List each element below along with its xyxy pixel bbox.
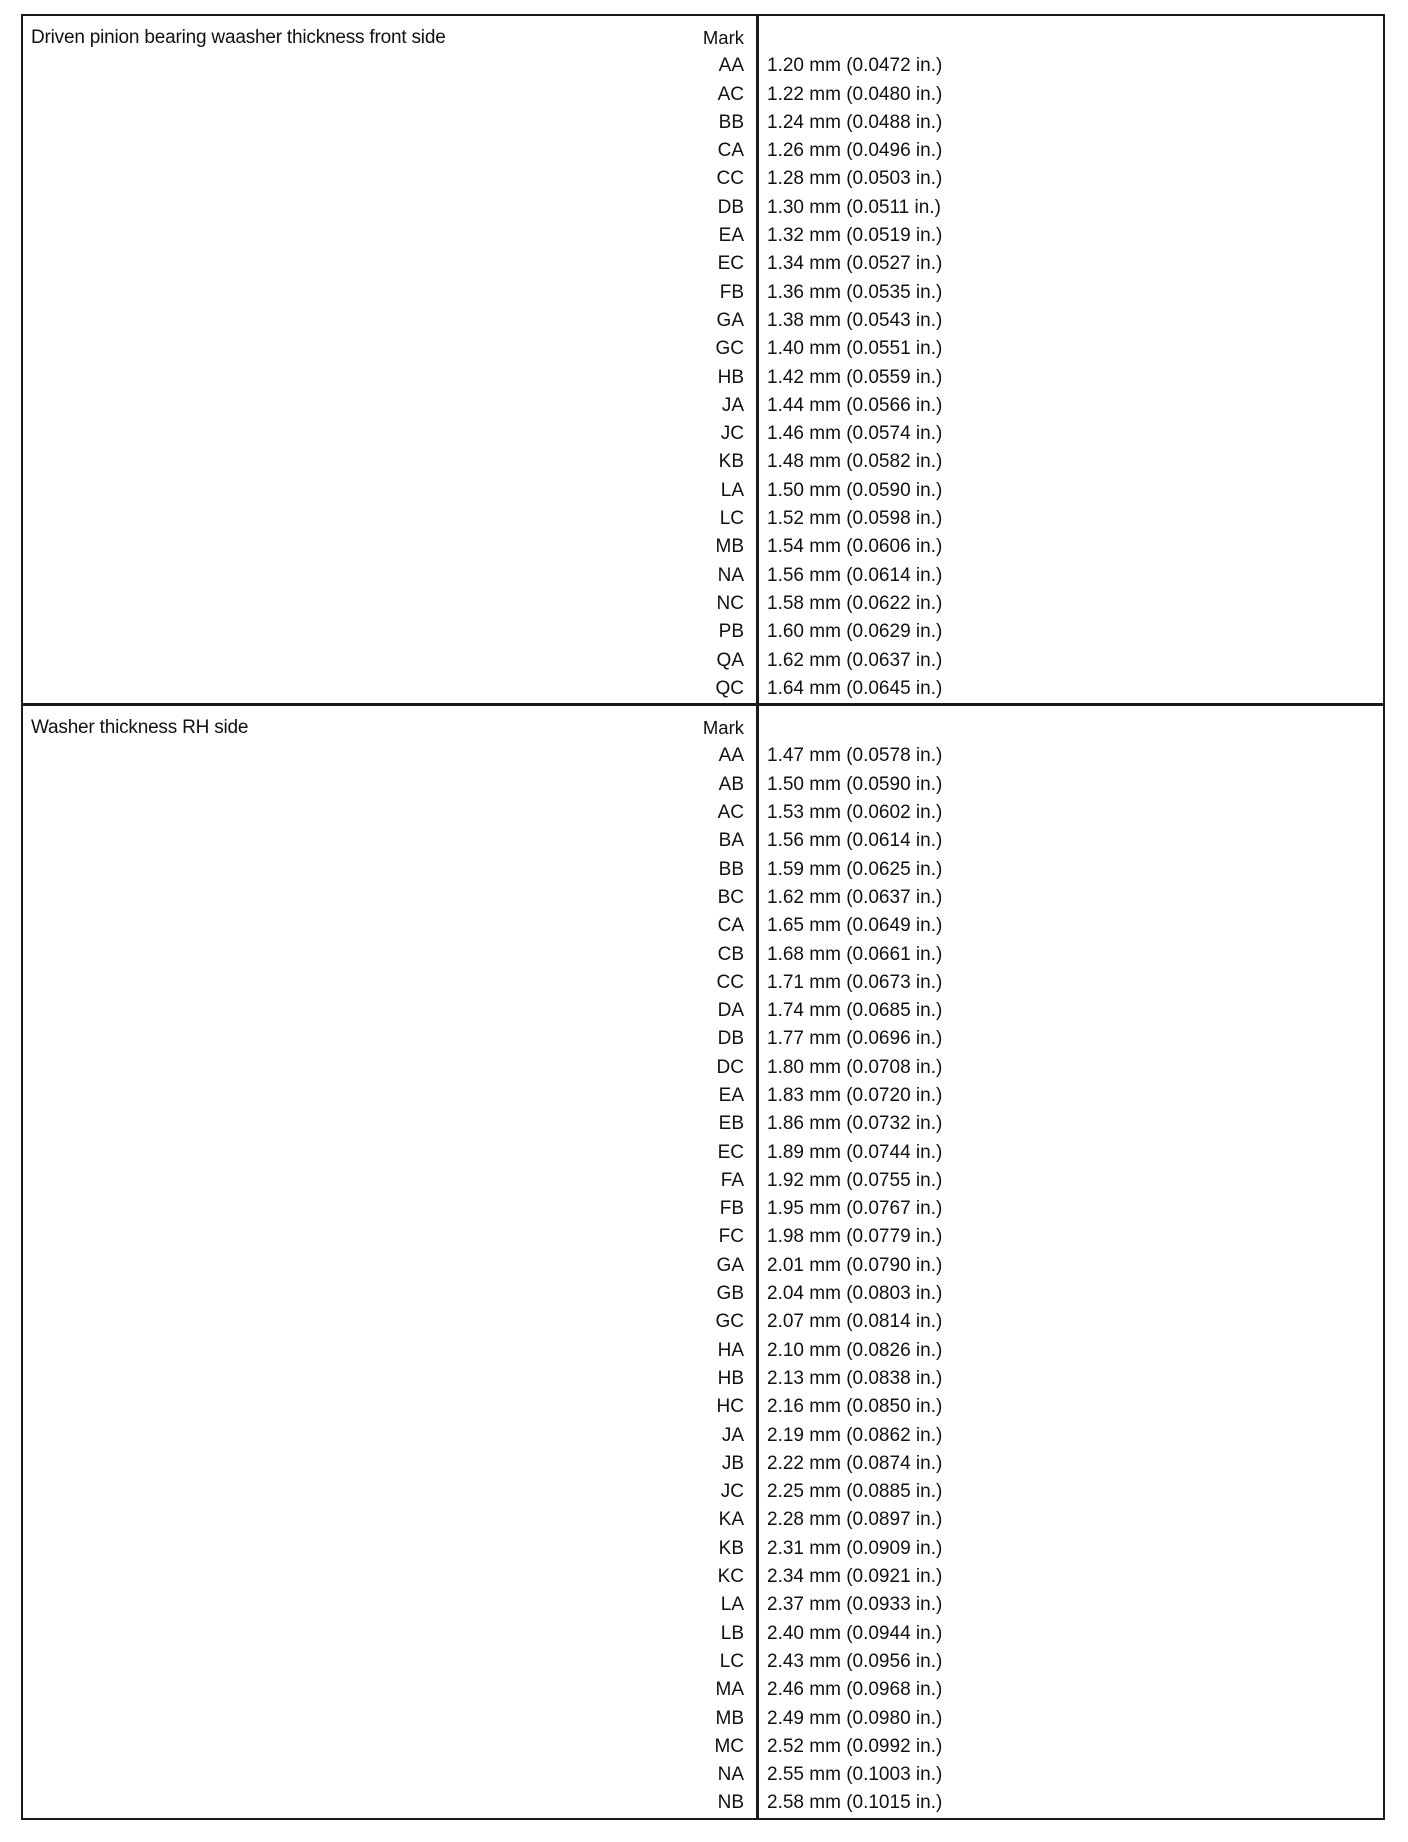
thickness-value-cell: 2.31 mm (0.0909 in.) xyxy=(767,1537,943,1559)
mark-cell: CC xyxy=(716,971,744,993)
mark-cell: DA xyxy=(717,1000,744,1022)
mark-cell: HB xyxy=(717,366,744,388)
mark-cell: PB xyxy=(718,621,744,643)
thickness-value-cell: 1.38 mm (0.0543 in.) xyxy=(767,309,943,331)
mark-cell: GB xyxy=(716,1283,744,1305)
thickness-value-cell: 1.60 mm (0.0629 in.) xyxy=(767,621,943,643)
mark-cell: JC xyxy=(720,1481,744,1503)
spec-section-rh xyxy=(23,703,1383,1818)
thickness-value-cell: 2.37 mm (0.0933 in.) xyxy=(767,1594,943,1616)
mark-cell: AC xyxy=(717,802,744,824)
mark-cell: CA xyxy=(717,915,744,937)
thickness-value-cell: 1.48 mm (0.0582 in.) xyxy=(767,451,943,473)
thickness-value-cell: 1.80 mm (0.0708 in.) xyxy=(767,1056,943,1078)
thickness-value-cell: 1.59 mm (0.0625 in.) xyxy=(767,858,943,880)
mark-cell: MC xyxy=(714,1735,744,1757)
thickness-value-cell: 1.22 mm (0.0480 in.) xyxy=(767,83,943,105)
thickness-value-cell: 2.22 mm (0.0874 in.) xyxy=(767,1452,943,1474)
thickness-value-cell: 1.30 mm (0.0511 in.) xyxy=(767,196,941,218)
thickness-value-cell: 1.54 mm (0.0606 in.) xyxy=(767,536,943,558)
mark-cell: EC xyxy=(717,253,744,275)
thickness-value-cell: 1.71 mm (0.0673 in.) xyxy=(767,971,943,993)
thickness-value-cell: 1.28 mm (0.0503 in.) xyxy=(767,168,943,190)
thickness-value-cell: 1.64 mm (0.0645 in.) xyxy=(767,677,943,699)
section-title: Washer thickness RH side xyxy=(31,717,249,739)
mark-cell: EB xyxy=(718,1113,744,1135)
thickness-value-cell: 1.62 mm (0.0637 in.) xyxy=(767,649,943,671)
mark-cell: CB xyxy=(717,943,744,965)
thickness-value-cell: 2.10 mm (0.0826 in.) xyxy=(767,1339,943,1361)
thickness-value-cell: 2.52 mm (0.0992 in.) xyxy=(767,1735,943,1757)
thickness-value-cell: 1.36 mm (0.0535 in.) xyxy=(767,281,943,303)
mark-cell: NA xyxy=(717,1764,744,1786)
mark-cell: AC xyxy=(717,83,744,105)
mark-cell: DB xyxy=(717,1028,744,1050)
mark-list xyxy=(23,24,756,703)
thickness-value-cell: 2.49 mm (0.0980 in.) xyxy=(767,1707,943,1729)
value-header-blank xyxy=(767,24,1383,52)
mark-cell: GA xyxy=(716,1254,744,1276)
mark-cell: LA xyxy=(720,1594,744,1616)
mark-header: Mark xyxy=(702,717,744,739)
thickness-value-cell: 1.46 mm (0.0574 in.) xyxy=(767,423,943,445)
mark-cell: BC xyxy=(717,886,744,908)
mark-cell: GC xyxy=(715,338,744,360)
mark-cell: LC xyxy=(719,508,744,530)
mark-cell: CA xyxy=(717,140,744,162)
mark-cell: GA xyxy=(716,309,744,331)
thickness-value-cell: 1.32 mm (0.0519 in.) xyxy=(767,225,943,247)
mark-cell: BB xyxy=(718,111,744,133)
mark-cell: JA xyxy=(721,394,744,416)
thickness-value-cell: 1.58 mm (0.0622 in.) xyxy=(767,592,943,614)
thickness-value-cell: 1.42 mm (0.0559 in.) xyxy=(767,366,943,388)
mark-cell: FB xyxy=(719,281,744,303)
thickness-value-cell: 2.19 mm (0.0862 in.) xyxy=(767,1424,943,1446)
value-column xyxy=(759,706,1383,1818)
thickness-value-cell: 1.34 mm (0.0527 in.) xyxy=(767,253,943,275)
thickness-value-cell: 1.74 mm (0.0685 in.) xyxy=(767,1000,943,1022)
mark-cell: DC xyxy=(716,1056,744,1078)
spec-table xyxy=(21,14,1385,1820)
thickness-value-cell: 1.92 mm (0.0755 in.) xyxy=(767,1169,943,1191)
thickness-value-cell: 1.50 mm (0.0590 in.) xyxy=(767,479,943,501)
mark-cell: AA xyxy=(718,55,744,77)
thickness-value-cell: 2.43 mm (0.0956 in.) xyxy=(767,1650,943,1672)
thickness-value-cell: 2.34 mm (0.0921 in.) xyxy=(767,1566,943,1588)
value-list xyxy=(759,714,1383,1818)
thickness-value-cell: 1.98 mm (0.0779 in.) xyxy=(767,1226,943,1248)
thickness-value-cell: 1.26 mm (0.0496 in.) xyxy=(767,140,943,162)
mark-cell: EA xyxy=(718,225,744,247)
thickness-value-cell: 2.16 mm (0.0850 in.) xyxy=(767,1396,943,1418)
mark-cell: MA xyxy=(715,1679,744,1701)
mark-cell: BA xyxy=(718,830,744,852)
mark-cell: HC xyxy=(716,1396,744,1418)
thickness-value-cell: 1.83 mm (0.0720 in.) xyxy=(767,1084,943,1106)
thickness-value-cell: 2.07 mm (0.0814 in.) xyxy=(767,1311,943,1333)
mark-cell: JC xyxy=(720,423,744,445)
thickness-value-cell: 1.24 mm (0.0488 in.) xyxy=(767,111,943,133)
mark-cell: LC xyxy=(719,1650,744,1672)
thickness-value-cell: 2.55 mm (0.1003 in.) xyxy=(767,1764,943,1786)
thickness-value-cell: 1.68 mm (0.0661 in.) xyxy=(767,943,943,965)
mark-cell: LA xyxy=(720,479,744,501)
thickness-value-cell: 1.77 mm (0.0696 in.) xyxy=(767,1028,943,1050)
thickness-value-cell: 2.13 mm (0.0838 in.) xyxy=(767,1367,943,1389)
spec-section-front xyxy=(23,16,1383,703)
thickness-value-cell: 2.25 mm (0.0885 in.) xyxy=(767,1481,943,1503)
mark-cell: DB xyxy=(717,196,744,218)
mark-cell: CC xyxy=(716,168,744,190)
mark-list xyxy=(23,714,756,1818)
thickness-value-cell: 2.46 mm (0.0968 in.) xyxy=(767,1679,943,1701)
mark-cell: KB xyxy=(718,1537,744,1559)
mark-cell: QC xyxy=(715,677,744,699)
mark-cell: NA xyxy=(717,564,744,586)
section-title: Driven pinion bearing waasher thickness front side xyxy=(31,27,446,48)
mark-cell: NC xyxy=(716,592,744,614)
thickness-value-cell: 1.89 mm (0.0744 in.) xyxy=(767,1141,943,1163)
thickness-value-cell: 1.56 mm (0.0614 in.) xyxy=(767,830,943,852)
mark-cell: FC xyxy=(718,1226,744,1248)
mark-header: Mark xyxy=(702,27,744,48)
thickness-value-cell: 2.58 mm (0.1015 in.) xyxy=(767,1792,943,1814)
thickness-value-cell: 2.28 mm (0.0897 in.) xyxy=(767,1509,943,1531)
mark-cell: QA xyxy=(716,649,744,671)
thickness-value-cell: 1.50 mm (0.0590 in.) xyxy=(767,773,943,795)
mark-cell: LB xyxy=(720,1622,744,1644)
value-column xyxy=(759,16,1383,703)
mark-cell: FA xyxy=(720,1169,744,1191)
thickness-value-cell: 1.56 mm (0.0614 in.) xyxy=(767,564,943,586)
mark-cell: AA xyxy=(718,745,744,767)
thickness-value-cell: 2.40 mm (0.0944 in.) xyxy=(767,1622,943,1644)
mark-column xyxy=(23,16,756,703)
mark-cell: MB xyxy=(715,1707,744,1729)
mark-cell: JB xyxy=(721,1452,744,1474)
thickness-value-cell: 1.44 mm (0.0566 in.) xyxy=(767,394,943,416)
mark-cell: EA xyxy=(718,1084,744,1106)
value-list xyxy=(759,24,1383,703)
thickness-value-cell: 1.20 mm (0.0472 in.) xyxy=(767,55,943,77)
mark-cell: NB xyxy=(717,1792,744,1814)
mark-cell: MB xyxy=(715,536,744,558)
mark-cell: GC xyxy=(715,1311,744,1333)
thickness-value-cell: 2.01 mm (0.0790 in.) xyxy=(767,1254,943,1276)
value-header-blank xyxy=(767,714,1383,742)
mark-cell: AB xyxy=(718,773,744,795)
thickness-value-cell: 1.52 mm (0.0598 in.) xyxy=(767,508,943,530)
mark-cell: KB xyxy=(718,451,744,473)
thickness-value-cell: 1.62 mm (0.0637 in.) xyxy=(767,886,943,908)
thickness-value-cell: 1.47 mm (0.0578 in.) xyxy=(767,745,943,767)
mark-cell: HB xyxy=(717,1367,744,1389)
mark-column xyxy=(23,706,756,1818)
mark-cell: KA xyxy=(718,1509,744,1531)
thickness-value-cell: 1.86 mm (0.0732 in.) xyxy=(767,1113,943,1135)
mark-cell: EC xyxy=(717,1141,744,1163)
thickness-value-cell: 1.95 mm (0.0767 in.) xyxy=(767,1198,943,1220)
mark-cell: BB xyxy=(718,858,744,880)
thickness-value-cell: 1.53 mm (0.0602 in.) xyxy=(767,802,943,824)
mark-cell: FB xyxy=(719,1198,744,1220)
thickness-value-cell: 2.04 mm (0.0803 in.) xyxy=(767,1283,943,1305)
mark-cell: JA xyxy=(721,1424,744,1446)
thickness-value-cell: 1.40 mm (0.0551 in.) xyxy=(767,338,943,360)
thickness-value-cell: 1.65 mm (0.0649 in.) xyxy=(767,915,943,937)
mark-cell: KC xyxy=(717,1566,744,1588)
mark-cell: HA xyxy=(717,1339,744,1361)
